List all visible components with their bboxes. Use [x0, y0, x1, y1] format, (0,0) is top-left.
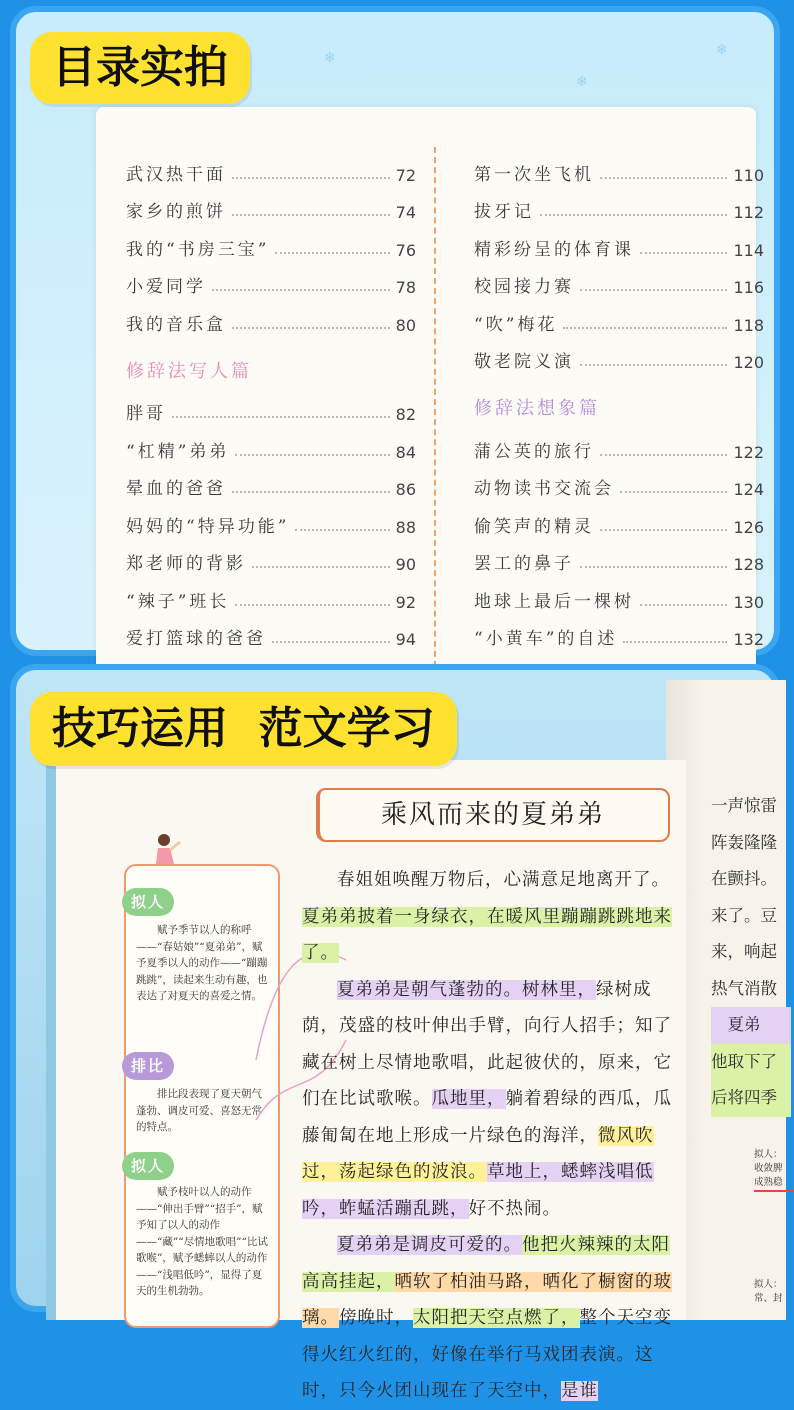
highlight-parallelism: 夏弟弟是朝气蓬勃的。: [337, 979, 522, 1000]
right-page-line: 来，响起: [711, 942, 777, 961]
toc-page-number: 120: [733, 353, 764, 372]
toc-page-number: 82: [395, 405, 416, 424]
text-span: 整个天空变得火红火红的，好像在举行马戏团表演。这时，只今火团山现在了天空中，: [302, 1308, 672, 1401]
toc-page: [96, 107, 764, 667]
toc-title: 第一次坐飞机: [474, 164, 594, 185]
snowflake-icon: ❄: [324, 50, 336, 66]
toc-title: 武汉热干面: [126, 164, 226, 185]
toc-title: 罢工的鼻子: [474, 554, 574, 574]
toc-leader-dots: [232, 177, 390, 179]
toc-row: [474, 574, 764, 612]
highlight-parallelism: 是谁: [561, 1381, 598, 1401]
toc-page-number: 76: [395, 240, 416, 260]
toc-row: [126, 537, 416, 575]
annotation-line: 成熟稳: [754, 1176, 794, 1192]
article-title: 乘风而来的夏弟弟: [316, 788, 670, 842]
toc-row: [126, 424, 416, 462]
annotation-note: 排比段表现了夏天朝气蓬勃、调皮可爱、喜怒无常的特点。: [136, 1088, 262, 1133]
text-span: 躺着碧绿的西瓜，瓜藤匍匐在地上形成一片绿色的海洋，: [302, 1089, 672, 1146]
right-page-line: 他取下了: [711, 1044, 791, 1081]
text-span: 春姐姐唤醒万物后，心满意足地离开了。: [337, 870, 670, 890]
toc-page-number: 124: [733, 480, 764, 499]
toc-page-number: 74: [395, 203, 416, 222]
toc-leader-dots: [232, 214, 390, 216]
article-body: [302, 862, 682, 1410]
toc-page-number: 116: [733, 278, 764, 297]
toc-row: [126, 222, 416, 260]
text-span: 绿树成荫，茂盛的枝叶伸出手臂，向行人招手；: [302, 979, 652, 1036]
toc-section-heading: 修辞法想象篇: [474, 398, 600, 419]
toc-page-number: 88: [395, 517, 416, 537]
toc-leader-dots: [623, 641, 727, 643]
toc-row: [474, 222, 764, 260]
toc-section-heading: 修辞法写人篇: [126, 360, 252, 382]
toc-page-number: 132: [733, 630, 764, 649]
highlight-parallelism: 蟋蟀浅唱低吟，蚱蜢活蹦乱跳，: [302, 1162, 654, 1219]
toc-title: “杠精”弟弟: [126, 441, 230, 462]
toc-leader-dots: [563, 327, 727, 329]
right-page-text: [711, 788, 791, 1117]
toc-left-column: [126, 147, 416, 649]
sample-essay-photo-panel: [10, 664, 783, 1401]
toc-title: 地球上最后一棵树: [474, 591, 634, 612]
highlight-personification: 太阳把天空点燃了，: [413, 1308, 580, 1328]
toc-title: 偷笑声的精灵: [474, 516, 594, 537]
banner-toc-photo: 目录实拍: [30, 32, 250, 104]
highlight-parallelism: 夏弟弟是调皮可爱的。: [337, 1235, 522, 1255]
right-page-line: 在颤抖。: [711, 869, 777, 888]
toc-title: “辣子”班长: [126, 591, 230, 612]
toc-leader-dots: [640, 604, 727, 606]
toc-leader-dots: [295, 529, 389, 531]
right-page-line: 来了。豆: [711, 905, 777, 925]
toc-leader-dots: [620, 491, 727, 493]
annotation-line: 常、封: [754, 1293, 783, 1304]
toc-page-number: 130: [733, 592, 764, 612]
text-span: 好不热闹。: [468, 1198, 561, 1219]
toc-page-number: 112: [733, 203, 764, 222]
toc-page-number: 114: [733, 240, 764, 260]
toc-row: [126, 147, 416, 185]
toc-page-number: 110: [733, 165, 764, 185]
toc-title: 郑老师的背影: [126, 554, 246, 574]
toc-page-number: 118: [733, 315, 764, 335]
toc-leader-dots: [235, 454, 389, 456]
toc-page-number: 92: [395, 592, 416, 612]
toc-leader-dots: [252, 566, 390, 568]
toc-row: [474, 612, 764, 650]
highlight-parallelism: 瓜地里，: [431, 1089, 506, 1109]
toc-divider: [434, 147, 436, 667]
toc-title: 我的音乐盒: [126, 314, 226, 335]
toc-row: [474, 260, 764, 298]
toc-leader-dots: [600, 177, 727, 179]
toc-row: [474, 335, 764, 373]
snowflake-icon: ❄: [716, 42, 728, 58]
toc-leader-dots: [232, 327, 390, 329]
toc-page-number: 90: [395, 555, 416, 574]
right-page-line: 热气消散: [711, 978, 777, 998]
toc-row: [126, 297, 416, 335]
toc-leader-dots: [272, 641, 390, 643]
toc-row: [474, 424, 764, 462]
toc-row: [126, 185, 416, 223]
toc-leader-dots: [275, 252, 389, 254]
toc-row: [474, 499, 764, 537]
toc-page-number: 86: [395, 480, 416, 499]
snowflake-icon: ❄: [576, 74, 588, 90]
tag-personification: 拟人: [122, 1152, 174, 1180]
toc-title: 我的“书房三宝”: [126, 239, 270, 260]
toc-leader-dots: [235, 604, 389, 606]
toc-row: [126, 260, 416, 298]
toc-page-number: 80: [395, 315, 416, 335]
toc-row: [126, 612, 416, 650]
toc-title: 小爱同学: [126, 277, 206, 297]
right-page-line: 一声惊雷: [711, 796, 777, 815]
toc-page-number: 122: [733, 442, 764, 462]
banner-technique-essay: 技巧运用 范文学习: [30, 692, 457, 766]
text-span: 傍晚时，: [339, 1308, 413, 1328]
toc-leader-dots: [232, 491, 390, 493]
tag-parallelism: 排比: [122, 1052, 174, 1080]
toc-row: [126, 387, 416, 425]
annotation-line: 拟人：: [754, 1149, 783, 1160]
toc-row: [474, 537, 764, 575]
highlight-exaggeration: 晒软了柏油马路，: [394, 1271, 543, 1292]
toc-title: 动物读书交流会: [474, 479, 614, 499]
toc-title: 家乡的煎饼: [126, 202, 226, 222]
right-page-line: 后将四季: [711, 1080, 791, 1117]
article-paragraph: [302, 1227, 682, 1410]
highlight-personification: 夏弟弟披着一身绿衣，在暖风里蹦蹦跳跳地来了。: [302, 906, 672, 963]
toc-row: [474, 297, 764, 335]
annotation-line: 收敛脾: [754, 1163, 783, 1174]
highlight-exaggeration: 晒化了橱窗的玻璃。: [302, 1271, 672, 1328]
toc-title: 妈妈的“特异功能”: [126, 516, 290, 537]
toc-photo-panel: [10, 6, 780, 656]
annotation-line: 拟人：: [754, 1279, 783, 1290]
toc-title: 敬老院义演: [474, 352, 574, 372]
toc-title: 校园接力赛: [474, 277, 574, 297]
annotation-note: 赋予枝叶以人的动作——“伸出手臂”“招手”，赋予知了以人的动作——“藏”“尽情地歌唱”“比试歌喉”，赋予蟋蟀以人的动作——“浅唱低吟”，显得了夏天的生机勃勃。: [136, 1186, 268, 1297]
highlight-parallelism: 草地上，: [487, 1162, 561, 1182]
toc-leader-dots: [172, 416, 390, 418]
article-paragraph: [302, 862, 682, 972]
toc-leader-dots: [580, 289, 727, 291]
toc-page-number: 126: [733, 517, 764, 537]
toc-title: 拔牙记: [474, 202, 534, 222]
toc-leader-dots: [600, 454, 727, 456]
highlight-personification: 他把火辣辣的太阳高高挂起，: [302, 1235, 670, 1292]
toc-title: 精彩纷呈的体育课: [474, 239, 634, 260]
toc-title: “吹”梅花: [474, 314, 558, 335]
toc-row: [126, 574, 416, 612]
toc-row: [474, 185, 764, 223]
toc-title: 胖哥: [126, 404, 166, 424]
toc-page-number: 84: [395, 442, 416, 462]
right-page-line: 阵轰隆隆: [711, 832, 777, 852]
toc-page-number: 72: [395, 165, 416, 185]
toc-row: [474, 147, 764, 185]
toc-page-number: 94: [395, 630, 416, 649]
toc-leader-dots: [540, 214, 727, 216]
highlight-parallelism: 树林里，: [522, 979, 596, 1000]
annotation-note: 赋予季节以人的称呼——“春姑娘”“夏弟弟”，赋予夏季以人的动作——“蹦蹦跳跳”，读起来生动有趣，也表达了对夏天的喜爱之情。: [136, 924, 268, 1002]
right-page-annotation: [754, 1148, 794, 1192]
toc-title: 爱打篮球的爸爸: [126, 629, 266, 649]
highlight-simile: 微风吹过，荡起绿色的波浪。: [302, 1125, 654, 1182]
toc-leader-dots: [600, 529, 727, 531]
toc-leader-dots: [212, 289, 390, 291]
toc-title: 蒲公英的旅行: [474, 441, 594, 462]
toc-row: [126, 499, 416, 537]
right-page-line: 夏弟: [711, 1007, 791, 1044]
article-paragraph: [302, 972, 682, 1228]
toc-leader-dots: [580, 364, 727, 366]
toc-title: 晕血的爸爸: [126, 479, 226, 499]
toc-page-number: 78: [395, 278, 416, 297]
tag-personification: 拟人: [122, 888, 174, 916]
toc-leader-dots: [580, 566, 727, 568]
toc-page-number: 128: [733, 555, 764, 574]
toc-row: [126, 462, 416, 500]
toc-right-column: [474, 147, 764, 649]
toc-row: [474, 462, 764, 500]
right-page-annotation: [754, 1278, 794, 1306]
text-span: 知了藏在树上尽情地歌唱，此起彼伏的，原来，它们在比试歌喉。: [302, 1016, 672, 1109]
toc-leader-dots: [640, 252, 727, 254]
toc-title: “小黄车”的自述: [474, 629, 618, 649]
